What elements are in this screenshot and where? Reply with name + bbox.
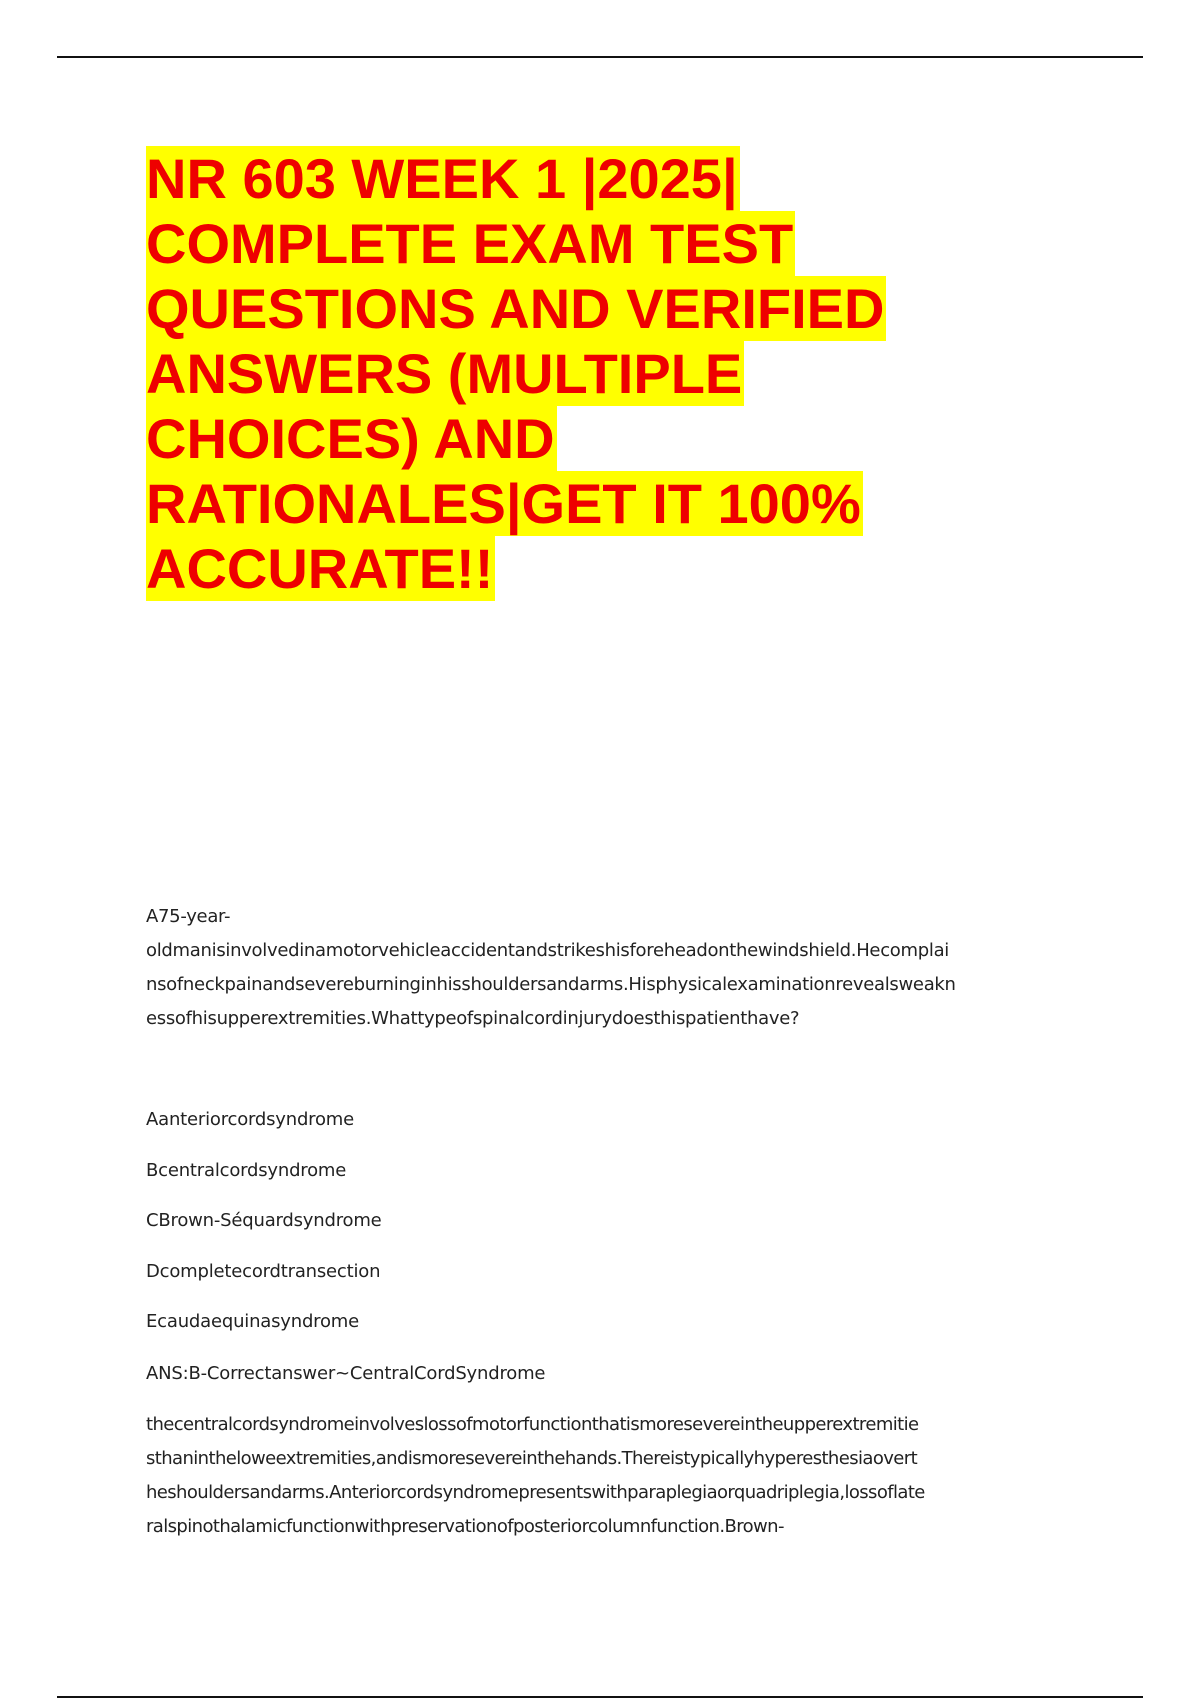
bottom-rule [57,1696,1143,1698]
answer-options [146,1103,1066,1356]
title-line: NR 603 WEEK 1 |2025| [146,147,738,210]
rationale-text [146,1408,1066,1544]
title-line: QUESTIONS AND VERIFIED [146,277,885,340]
option-e: Ecaudaequinasyndrome [146,1311,360,1333]
title-line: CHOICES) AND [146,407,555,470]
option-a: Aanteriorcordsyndrome [146,1109,355,1130]
title-line: RATIONALES|GET IT 100% [146,472,861,535]
rationale-line: ralspinothalamicfunctionwithpreservationofposteriorcolumnfunction.Brown- [146,1516,784,1537]
question-line: nsofneckpainandsevereburninginhisshouldersandarms.Hisphysicalexaminationrevealsweakn [146,974,956,995]
top-rule [57,56,1143,58]
rationale-line: thecentralcordsyndromeinvolveslossofmotorfunctionthatismoresevereintheupperextremitie [146,1414,919,1435]
title-line: ANSWERS (MULTIPLE [146,342,743,405]
option-d: Dcompletecordtransection [146,1260,381,1282]
correct-answer: ANS:B-Correctanswer~CentralCordSyndrome [146,1363,546,1384]
title-line: COMPLETE EXAM TEST [146,212,794,275]
document-title [146,146,1046,601]
rationale-line: heshouldersandarms.Anteriorcordsyndromepresentswithparaplegiaorquadriplegia,lossoflate [146,1482,925,1503]
question-line: essofhisupperextremities.Whattypeofspinalcordinjurydoesthispatienthave? [146,1008,800,1029]
title-line: ACCURATE!! [146,537,494,600]
question-line: A75-year- [146,906,231,927]
option-b: Bcentralcordsyndrome [146,1159,347,1181]
option-c: CBrown-Séquardsyndrome [146,1210,382,1232]
question-text [146,900,1066,1036]
question-line: oldmanisinvolvedinamotorvehicleaccidentandstrikeshisforeheadonthewindshield.Hecomplai [146,940,950,961]
rationale-line: sthanintheloweextremities,andismoresevereinthehands.Thereistypicallyhyperesthesiaovert [146,1448,918,1469]
